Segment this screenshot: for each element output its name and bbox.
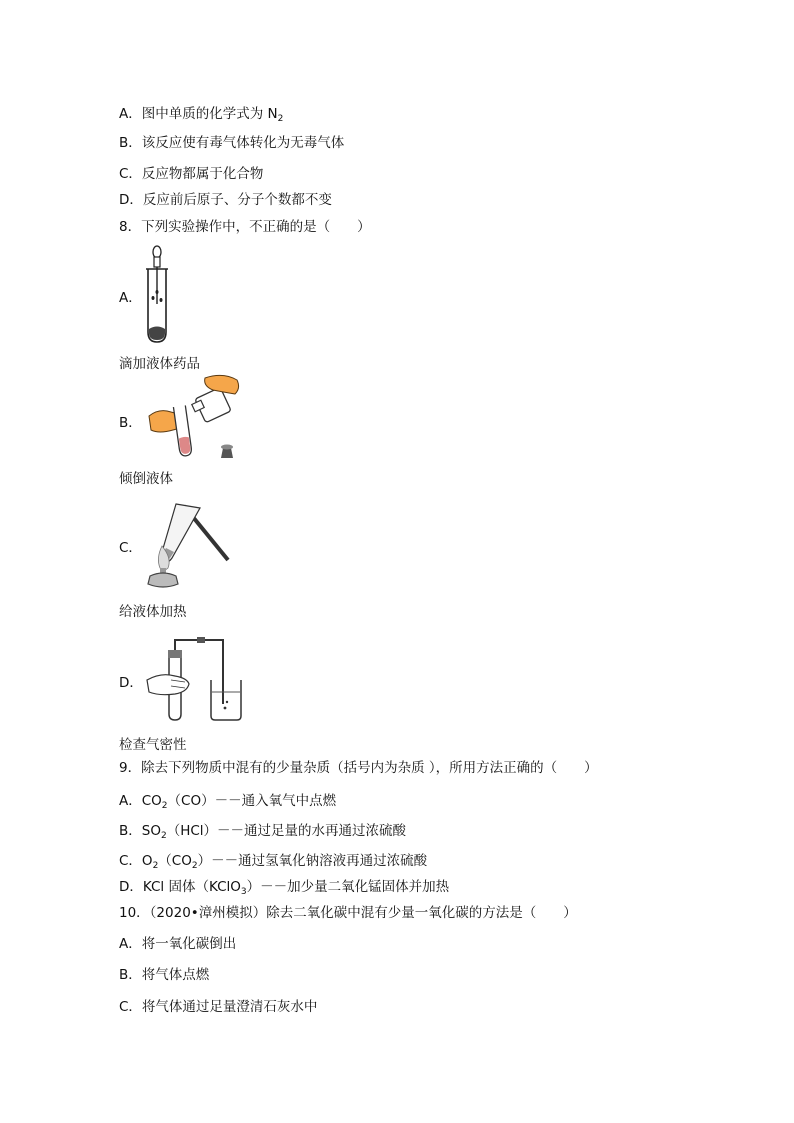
q10-option-b: B．将气体点燃 [119,967,210,983]
dropper-into-test-tube-illustration [143,244,179,344]
q10-stem: 10．（2020•漳州模拟）除去二氧化碳中混有少量一氧化碳的方法是（ ） [119,905,577,921]
q8-option-c-letter: C． [119,540,142,556]
q9-option-b: B．$SO_2(HCl)--$通过足量的水再通过浓硫酸 [119,823,407,841]
q10-option-c: C．将气体通过足量澄清石灰水中 [119,999,318,1015]
q8-option-a-caption: 滴加液体药品 [119,356,200,372]
q8-option-a-letter: A． [119,290,142,306]
q8-option-c-caption: 给液体加热 [119,604,187,620]
q7-option-d: D．反应前后原子、分子个数都不变 [119,192,332,208]
q8-stem: 8．下列实验操作中，不正确的是（ ） [119,219,371,235]
airtightness-check-illustration [145,630,243,722]
q10-option-a: A．将一氧化碳倒出 [119,936,237,952]
q7-option-c: C．反应物都属于化合物 [119,166,264,182]
q9-option-a: A．$CO_2(CO)--$通入氧气中点燃 [119,793,337,811]
q7-option-a: A．图中单质的化学式为 $N_2$ [119,106,284,124]
q8-option-d-caption: 检查气密性 [119,737,187,753]
heating-liquid-illustration [142,498,234,590]
q8-option-b-letter: B． [119,415,142,431]
q7-option-b: B．该反应使有毒气体转化为无毒气体 [119,135,345,151]
q8-option-b-caption: 倾倒液体 [119,471,173,487]
pouring-liquid-illustration [147,372,243,462]
q8-option-d-letter: D． [119,675,143,691]
q9-option-c: C．$O_2(CO_2)--$通过氢氧化钠溶液再通过浓硫酸 [119,853,428,871]
q9-stem: 9．除去下列物质中混有的少量杂质（括号内为杂质 ），所用方法正确的（ ） [119,760,598,776]
q9-option-d: D．KCl 固体（KClO$_3$）－－加少量二氧化锰固体并加热 [119,879,450,897]
